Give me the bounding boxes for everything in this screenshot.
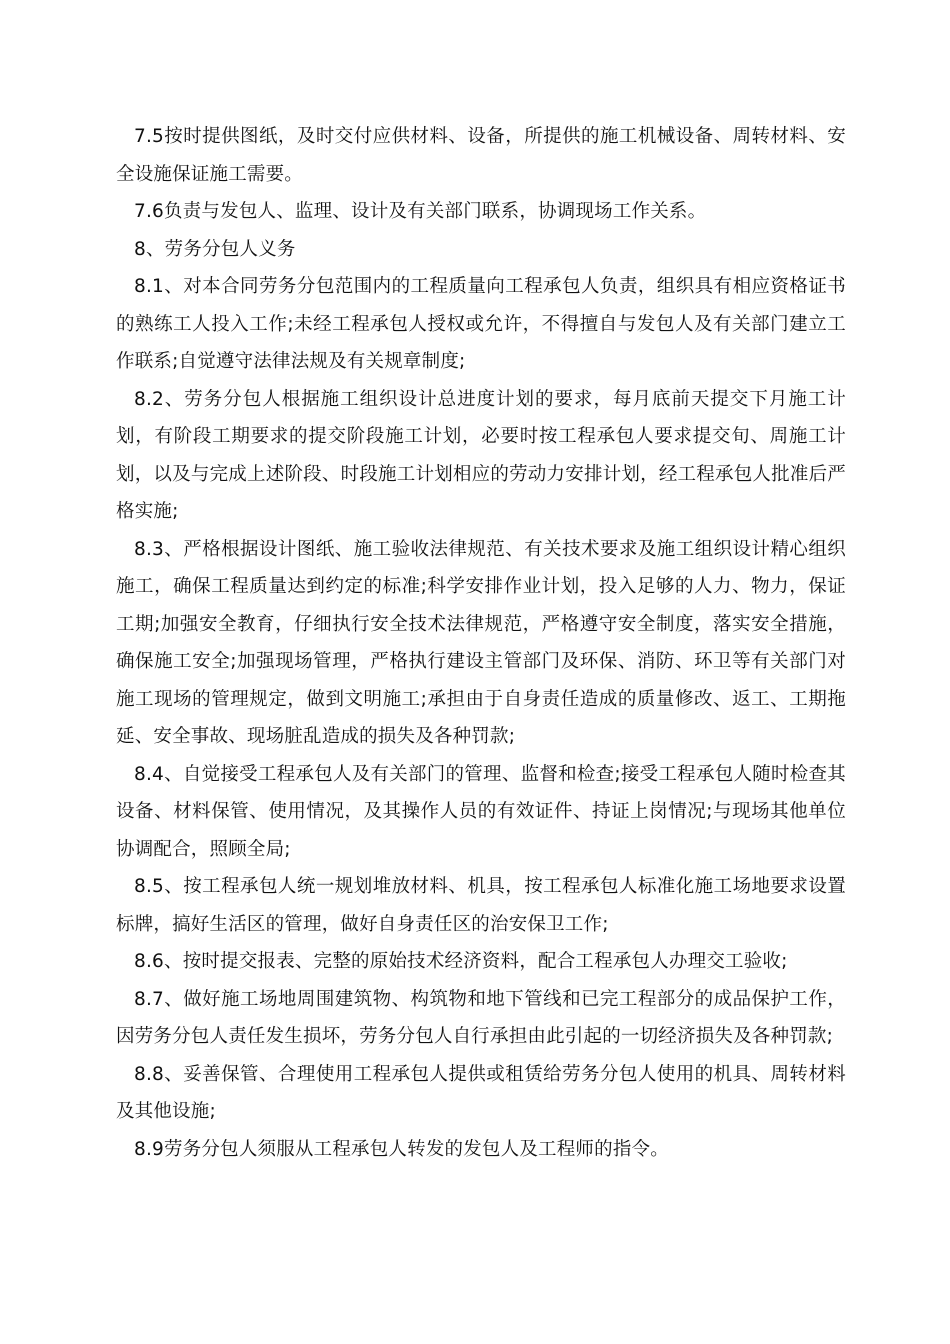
paragraph-8-3: 8.3、严格根据设计图纸、施工验收法律规范、有关技术要求及施工组织设计精心组织施工，确保工程质量达到约定的标准;科学安排作业计划，投入足够的人力、物力，保证工期;加强安全教育，仔细执行安全技术法律规范，严格遵守安全制度，落实安全措施，确保施工安全;加强现场管理，严格执行建设主管部门及环保、消防、环卫等有关部门对施工现场的管理规定，做到文明施工;承担由于自身责任造成的质量修改、返工、工期拖延、安全事故、现场脏乱造成的损失及各种罚款; <box>116 538 846 747</box>
paragraph-8-4: 8.4、自觉接受工程承包人及有关部门的管理、监督和检查;接受工程承包人随时检查其设备、材料保管、使用情况，及其操作人员的有效证件、持证上岗情况;与现场其他单位协调配合，照顾全局; <box>116 763 846 860</box>
paragraph-8-6: 8.6、按时提交报表、完整的原始技术经济资料，配合工程承包人办理交工验收; <box>134 951 788 972</box>
paragraph-8-7: 8.7、做好施工场地周围建筑物、构筑物和地下管线和已完工程部分的成品保护工作，因劳务分包人责任发生损坏，劳务分包人自行承担由此引起的一切经济损失及各种罚款; <box>116 988 846 1047</box>
paragraph-8-2: 8.2、劳务分包人根据施工组织设计总进度计划的要求，每月底前天提交下月施工计划，有阶段工期要求的提交阶段施工计划，必要时按工程承包人要求提交旬、周施工计划，以及与完成上述阶段、时段施工计划相应的劳动力安排计划，经工程承包人批准后严格实施; <box>116 388 846 522</box>
paragraph-8-1: 8.1、对本合同劳务分包范围内的工程质量向工程承包人负责，组织具有相应资格证书的熟练工人投入工作;未经工程承包人授权或允许，不得擅自与发包人及有关部门建立工作联系;自觉遵守法律法规及有关规章制度; <box>116 276 846 372</box>
paragraph-7-6: 7.6负责与发包人、监理、设计及有关部门联系，协调现场工作关系。 <box>134 201 707 222</box>
document-page <box>116 118 846 1168</box>
paragraph-8-8: 8.8、妥善保管、合理使用工程承包人提供或租赁给劳务分包人使用的机具、周转材料及其他设施; <box>116 1063 846 1122</box>
paragraph-7-5: 7.5按时提供图纸，及时交付应供材料、设备，所提供的施工机械设备、周转材料、安全设施保证施工需要。 <box>116 126 846 185</box>
section-heading-8: 8、劳务分包人义务 <box>134 238 296 260</box>
paragraph-8-5: 8.5、按工程承包人统一规划堆放材料、机具，按工程承包人标准化施工场地要求设置标牌，搞好生活区的管理，做好自身责任区的治安保卫工作; <box>116 876 846 935</box>
paragraph-8-9: 8.9劳务分包人须服从工程承包人转发的发包人及工程师的指令。 <box>134 1138 669 1160</box>
